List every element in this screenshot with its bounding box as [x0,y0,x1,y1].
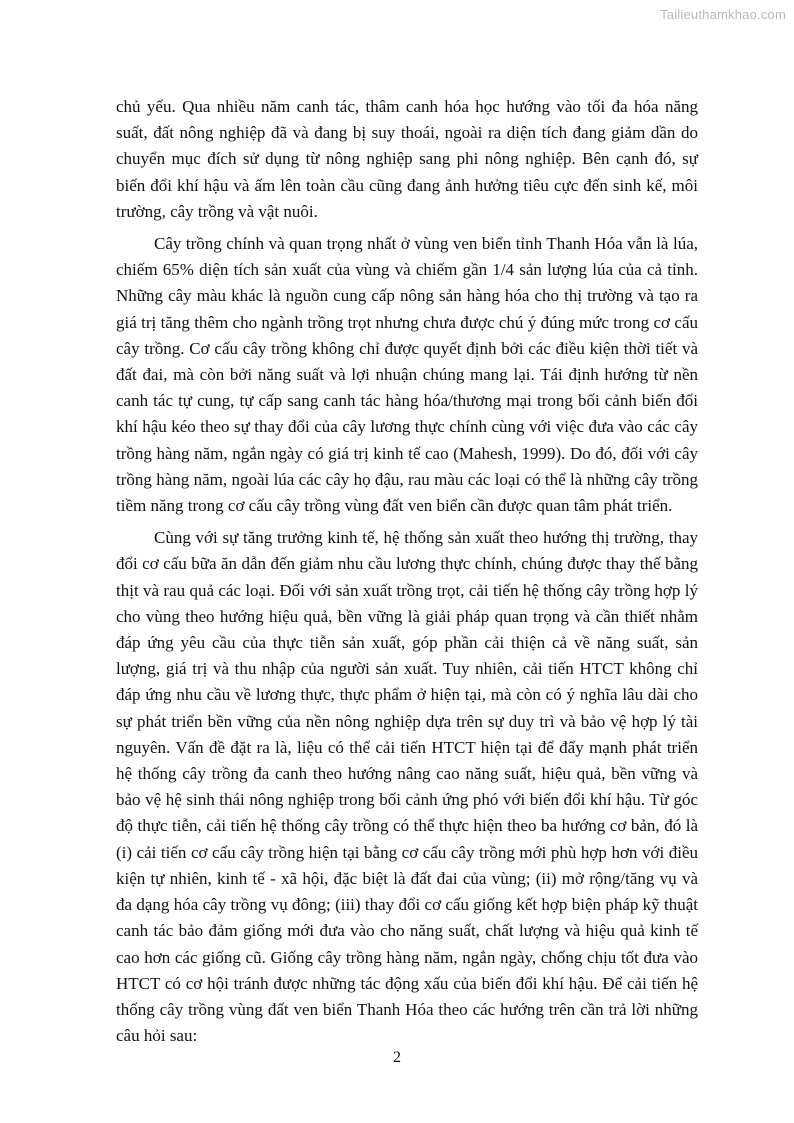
watermark-text: Tailieuthamkhao.com [660,7,786,22]
paragraph-continuation: chủ yếu. Qua nhiều năm canh tác, thâm canh hóa học hướng vào tối đa hóa năng suất, đất nông nghiệp đã và đang bị suy thoái, ngoài ra diện tích đang giảm dần do chuyển mục đích sử dụng từ nông nghiệp sang phi nông nghiệp. Bên cạnh đó, sự biến đổi khí hậu và ấm lên toàn cầu cũng đang ảnh hưởng tiêu cực đến sinh kế, môi trường, cây trồng và vật nuôi. [116,97,698,221]
paragraph-main-crops: Cây trồng chính và quan trọng nhất ở vùng ven biển tỉnh Thanh Hóa vẫn là lúa, chiếm 65% diện tích sản xuất của vùng và chiếm gần 1/4 sản lượng lúa của cả tỉnh. Những cây màu khác là nguồn cung cấp nông sản hàng hóa cho thị trường và tạo ra giá trị tăng thêm cho ngành trồng trọt nhưng chưa được chú ý đúng mức trong cơ cấu cây trồng. Cơ cấu cây trồng không chỉ được quyết định bởi các điều kiện thời tiết và đất đai, mà còn bởi năng suất và lợi nhuận chúng mang lại. Tái định hướng từ nền canh tác tự cung, tự cấp sang canh tác hàng hóa/thương mại trong bối cảnh biến đổi khí hậu kéo theo sự thay đổi của cây lương thực chính cùng với việc đưa vào các cây trồng hàng năm, ngắn ngày có giá trị kinh tế cao (Mahesh, 1999). Do đó, đối với cây trồng hàng năm, ngoài lúa các cây họ đậu, rau màu các loại có thể là những cây trồng tiềm năng trong cơ cấu cây trồng vùng đất ven biển cần được quan tâm phát triển. [116,234,698,516]
page-number: 2 [393,1049,401,1066]
document-body [116,94,698,1055]
paragraph-crop-system-improvement: Cùng với sự tăng trưởng kinh tế, hệ thống sản xuất theo hướng thị trường, thay đổi cơ cấu bữa ăn dẫn đến giảm nhu cầu lương thực chính, chúng được thay thế bằng thịt và rau quả các loại. Đối với sản xuất trồng trọt, cải tiến hệ thống cây trồng hợp lý cho vùng theo hướng hiệu quả, bền vững là giải pháp quan trọng và cần thiết nhằm đáp ứng yêu cầu của thực tiễn sản xuất, góp phần cải thiện cả về năng suất, sản lượng, giá trị và thu nhập của người sản xuất. Tuy nhiên, cải tiến HTCT không chỉ đáp ứng nhu cầu về lương thực, thực phẩm ở hiện tại, mà còn có ý nghĩa lâu dài cho sự phát triển bền vững của nền nông nghiệp dựa trên sự duy trì và bảo vệ hợp lý tài nguyên. Vấn đề đặt ra là, liệu có thể cải tiến HTCT hiện tại để đẩy mạnh phát triển hệ thống cây trồng đa canh theo hướng nâng cao năng suất, hiệu quả, bền vững và bảo vệ hệ sinh thái nông nghiệp trong bối cảnh ứng phó với biến đổi khí hậu. Từ góc độ thực tiễn, cải tiến hệ thống cây trồng có thể thực hiện theo ba hướng cơ bản, đó là (i) cải tiến cơ cấu cây trồng hiện tại bằng cơ cấu cây trồng mới phù hợp hơn với điều kiện tự nhiên, kinh tế - xã hội, đặc biệt là đất đai của vùng; (ii) mở rộng/tăng vụ và đa dạng hóa cây trồng vụ đông; (iii) thay đổi cơ cấu giống kết hợp biện pháp kỹ thuật canh tác bảo đảm giống mới đưa vào cho năng suất, chất lượng và hiệu quả kinh tế cao hơn các giống cũ. Giống cây trồng hàng năm, ngắn ngày, chống chịu tốt đưa vào HTCT có cơ hội tránh được những tác động xấu của biến đổi khí hậu. Để cải tiến hệ thống cây trồng vùng đất ven biển Thanh Hóa theo các hướng trên cần trả lời những câu hỏi sau: [116,528,698,1046]
